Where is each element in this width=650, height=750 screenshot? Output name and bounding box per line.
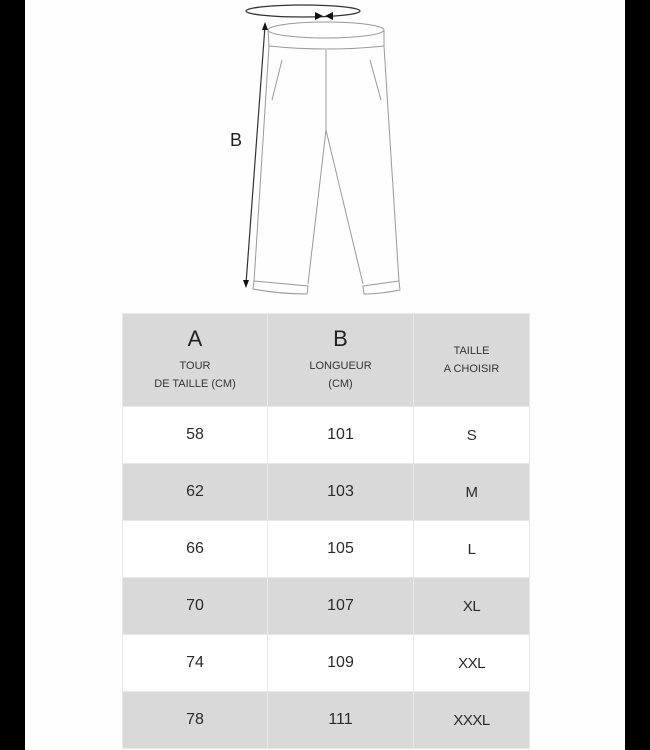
- header-letter-b: B: [333, 326, 348, 351]
- size-cell: XXL: [414, 635, 530, 692]
- waist-cell: 78: [123, 692, 268, 749]
- length-cell: 103: [268, 464, 414, 521]
- table-row: [123, 407, 530, 464]
- measure-b-label: B: [230, 130, 243, 150]
- waist-cell: 58: [123, 407, 268, 464]
- header-text: A CHOISIR: [443, 363, 500, 375]
- pants-outline-icon: [25, 0, 625, 300]
- header-waist: [123, 314, 268, 407]
- pants-diagram: [25, 0, 625, 300]
- header-text: DE TAILLE (CM): [154, 378, 236, 390]
- size-cell: M: [414, 464, 530, 521]
- length-cell: 105: [268, 521, 414, 578]
- size-cell: XL: [414, 578, 530, 635]
- waist-cell: 62: [123, 464, 268, 521]
- header-size: [414, 314, 530, 407]
- table-row: [123, 521, 530, 578]
- header-text: (CM): [328, 378, 353, 390]
- size-guide-canvas: [25, 0, 625, 750]
- table-row: [123, 464, 530, 521]
- header-text: LONGUEUR: [309, 360, 372, 372]
- header-text: TOUR: [179, 360, 211, 372]
- length-cell: 111: [268, 692, 414, 749]
- size-cell: XXXL: [414, 692, 530, 749]
- header-text: TAILLE: [453, 345, 490, 357]
- table-row: [123, 692, 530, 749]
- length-cell: 107: [268, 578, 414, 635]
- header-letter-a: A: [187, 326, 203, 351]
- table-header-row: [123, 314, 530, 407]
- waist-cell: 66: [123, 521, 268, 578]
- length-cell: 101: [268, 407, 414, 464]
- waist-cell: 70: [123, 578, 268, 635]
- table-row: [123, 578, 530, 635]
- header-length: [268, 314, 414, 407]
- waist-cell: 74: [123, 635, 268, 692]
- size-cell: L: [414, 521, 530, 578]
- length-cell: 109: [268, 635, 414, 692]
- table-row: [123, 635, 530, 692]
- size-cell: S: [414, 407, 530, 464]
- size-chart-table: [122, 313, 530, 749]
